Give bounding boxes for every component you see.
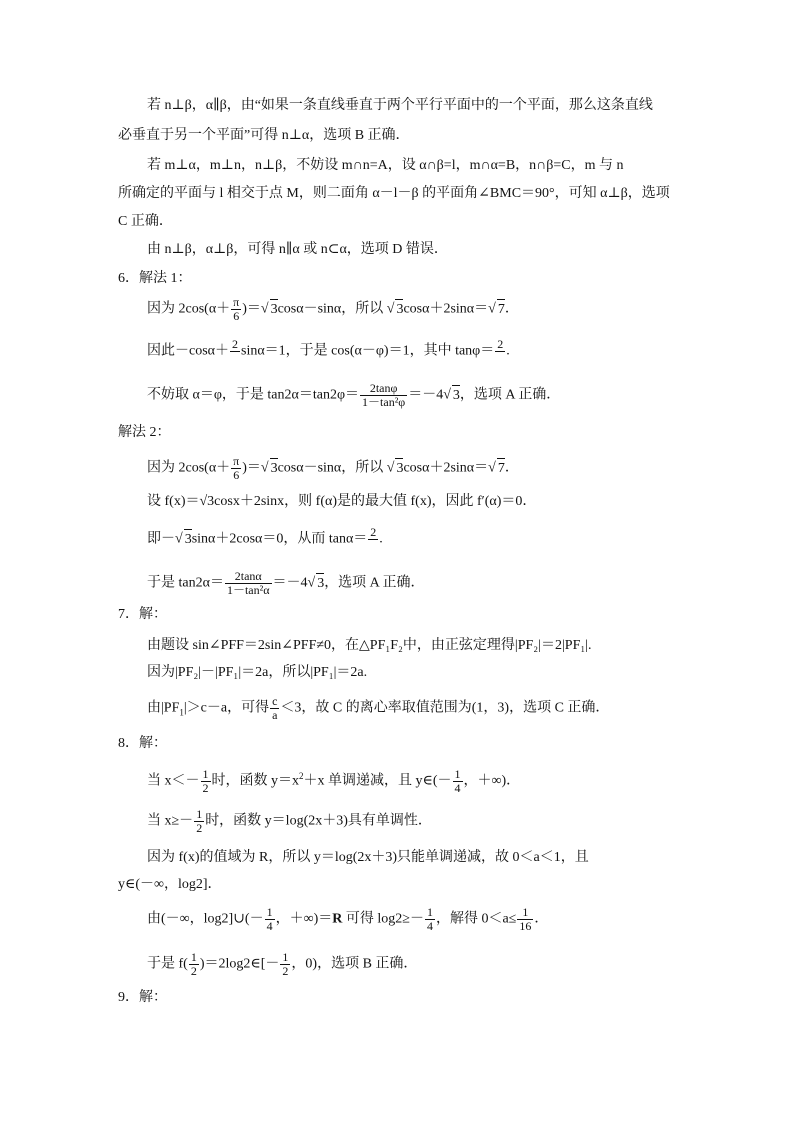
text-line: 由题设 sin∠PFF＝2sin∠PFF≠0，在△PF₁F₂中，由正弦定理得|PF₂|＝2|PF₁|.: [147, 638, 592, 653]
text-line: C 正确．: [118, 214, 173, 229]
text-line: 由 n⊥β，α⊥β，可得 n∥α 或 n⊂α，选项 D 错误．: [147, 242, 448, 257]
problem-9-heading: 9．解：: [118, 990, 167, 1005]
fraction: $\frac{2\tan\alpha}{\text{1－tan²α}}$: [226, 569, 270, 597]
text-line: y∈(－∞，log2]．: [118, 877, 222, 892]
text-line: 因为 f(x)的值域为 R，所以 y＝log(2x＋3)只能单调递减，故 0＜a＜1，且: [147, 850, 589, 865]
fraction: $\frac{\pi}{6}$: [233, 454, 240, 482]
problem-7-heading: 7．解：: [118, 607, 167, 622]
equation-line: 即－√ 3sinα＋2cosα＝0，从而 tanα＝ 2 .: [147, 526, 383, 553]
fraction: $\frac{c}{a}$: [272, 694, 278, 722]
text-line: 所确定的平面与 l 相交于点 M，则二面角 α－l－β 的平面角∠BMC＝90°，可知 α⊥β，选项: [118, 186, 670, 201]
equation-line: 由(－∞，log2]∪(－ $\frac{1}{4}$ ，＋∞)＝R 可得 log2≥－ $\frac{1}{4}$ ，解得 0＜a≤ $\frac{1}{16}$ ．: [147, 905, 549, 933]
problem-8-heading: 8．解：: [118, 736, 167, 751]
fraction: $\frac{1}{2}$: [282, 950, 289, 978]
text-line: 必垂直于另一个平面”可得 n⊥α，选项 B 正确．: [118, 128, 410, 143]
text-line: 因为|PF₂|－|PF₁|＝2a，所以|PF₁|＝2a.: [147, 665, 368, 680]
equation-line: 因此－cosα＋ 2 sinα＝1，于是 cos(α－φ)＝1，其中 tanφ＝ 2 .: [147, 338, 510, 365]
fraction: $\frac{1}{2}$: [190, 950, 197, 978]
fraction: $\frac{\pi}{6}$: [233, 295, 240, 323]
equation-line: 因为 2cos(α＋ $\frac{\pi}{6}$ )＝√ 3cosα－sinα，所以 √ 3cosα＋2sinα＝√ 7．: [147, 454, 519, 482]
equation-line: 因为 2cos(α＋ $\frac{\pi}{6}$ )＝√ 3cosα－sinα，所以 √ 3cosα＋2sinα＝√ 7．: [147, 295, 519, 323]
equation-line: 由$|PF_1|>c-a$，可得 $\frac{c}{a}$ ＜3，故 C 的离心率取值范围为(1，3)，选项 C 正确．: [147, 694, 610, 722]
equation-line: 当 x＜－ $\frac{1}{2}$ 时，函数 $y=x^2+x$ 单调递减，且 y∈(－ $\frac{1}{4}$ ，＋∞)．: [147, 766, 521, 795]
equation-line: 于是 f( $\frac{1}{2}$ )＝2log2∈[－ $\frac{1}{2}$ ，0)，选项 B 正确．: [147, 950, 418, 978]
solution-2-heading: 解法 2：: [118, 425, 171, 440]
fraction: 2: [370, 525, 377, 539]
problem-6-heading: 6．解法 1：: [118, 271, 192, 286]
equation-line: 不妨取 α＝φ，于是 tan2α＝tan2φ＝ $\frac{2\tan\varphi}{\text{1－tan²φ}}$ ＝－4√ 3，选项 A 正确．: [147, 381, 561, 409]
fraction: $\frac{1}{2}$: [202, 766, 209, 795]
fraction: 2: [232, 337, 238, 351]
fraction: $\frac{1}{4}$: [266, 905, 273, 933]
text-line: 若 m⊥α，m⊥n，n⊥β，不妨设 m∩n=A，设 α∩β=l，m∩α=B，n∩β=C，m 与 n: [147, 158, 624, 173]
equation-line: 于是 tan2α＝ $\frac{2\tan\alpha}{\text{1－tan²α}}$ ＝－4√ 3，选项 A 正确．: [147, 569, 425, 597]
text-line: 设 f(x)＝√3cosx＋2sinx，则 f(α)是的最大值 f(x)，因此 f′(α)＝0．: [147, 494, 537, 509]
fraction: $\frac{1}{4}$: [454, 766, 461, 795]
equation-line: 当 x≥－ $\frac{1}{2}$ 时，函数 y＝log(2x＋3)具有单调性．: [147, 807, 432, 835]
text-line: 若 n⊥β，α∥β，由“如果一条直线垂直于两个平行平面中的一个平面，那么这条直线: [147, 98, 653, 113]
fraction: $\frac{1}{2}$: [196, 807, 203, 835]
fraction: 2: [497, 337, 504, 351]
fraction: $\frac{1}{16}$: [519, 905, 532, 933]
fraction: $\frac{1}{4}$: [426, 905, 433, 933]
fraction: $\frac{2\tan\varphi}{\text{1－tan²φ}}$: [362, 381, 406, 409]
